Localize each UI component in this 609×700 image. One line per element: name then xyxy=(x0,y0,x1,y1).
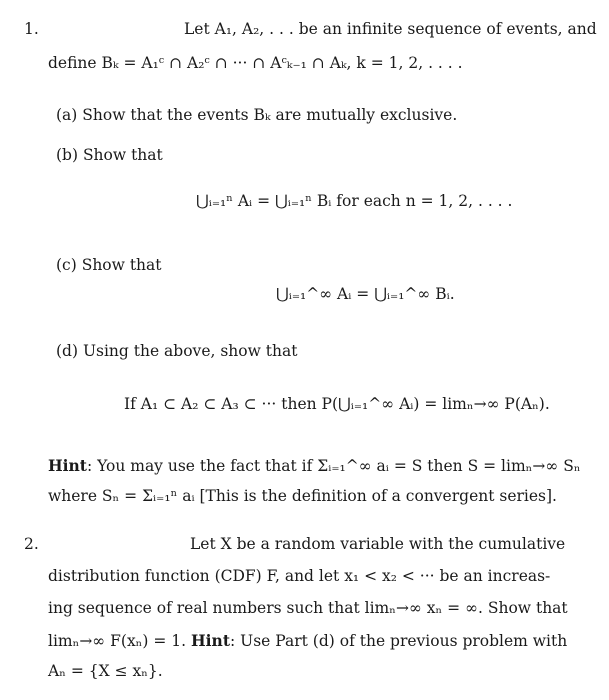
hint-2-text: : Use Part (d) of the previous problem with xyxy=(229,632,568,650)
problem-1-number: 1. xyxy=(24,20,39,38)
equation-c: ⋃ᵢ₌₁^∞ Aᵢ = ⋃ᵢ₌₁^∞ Bᵢ. xyxy=(276,285,455,303)
hint-1-line2: where Sₙ = Σᵢ₌₁ⁿ aᵢ [This is the definition of a convergent series]. xyxy=(48,487,557,505)
part-a-text: (a) Show that the events Bₖ are mutually exclusive. xyxy=(56,106,458,124)
problem-1-intro-line1: Let A₁, A₂, . . . be an infinite sequence of events, and xyxy=(184,20,597,38)
problem-2-number: 2. xyxy=(24,535,39,553)
equation-d: If A₁ ⊂ A₂ ⊂ A₃ ⊂ ··· then P(⋃ᵢ₌₁^∞ Aᵢ) = limₙ→∞ P(Aₙ). xyxy=(124,395,550,413)
problem-2-line5: Aₙ = {X ≤ xₙ}. xyxy=(48,662,163,680)
part-b-label: (b) Show that xyxy=(56,146,163,164)
hint-1-line1 xyxy=(48,456,581,475)
problem-1-intro-line2: define Bₖ = A₁ᶜ ∩ A₂ᶜ ∩ ··· ∩ Aᶜₖ₋₁ ∩ Aₖ, k = 1, 2, . . . . xyxy=(48,54,463,72)
part-d-label: (d) Using the above, show that xyxy=(56,342,298,360)
hint-2-label: Hint xyxy=(191,631,230,650)
problem-2-line1: Let X be a random variable with the cumulative xyxy=(190,535,566,553)
equation-b: ⋃ᵢ₌₁ⁿ Aᵢ = ⋃ᵢ₌₁ⁿ Bᵢ for each n = 1, 2, . . . . xyxy=(196,192,513,210)
problem-2-line3: ing sequence of real numbers such that limₙ→∞ xₙ = ∞. Show that xyxy=(48,599,568,617)
problem-2-limit-text: limₙ→∞ F(xₙ) = 1. xyxy=(48,632,187,650)
hint-1-text: : You may use the fact that if Σᵢ₌₁^∞ aᵢ = S then S = limₙ→∞ Sₙ xyxy=(86,457,581,475)
problem-2-line4 xyxy=(48,631,567,650)
hint-1-label: Hint xyxy=(48,456,87,475)
problem-2-line2: distribution function (CDF) F, and let x₁ < x₂ < ··· be an increas- xyxy=(48,567,551,585)
part-c-label: (c) Show that xyxy=(56,256,162,274)
